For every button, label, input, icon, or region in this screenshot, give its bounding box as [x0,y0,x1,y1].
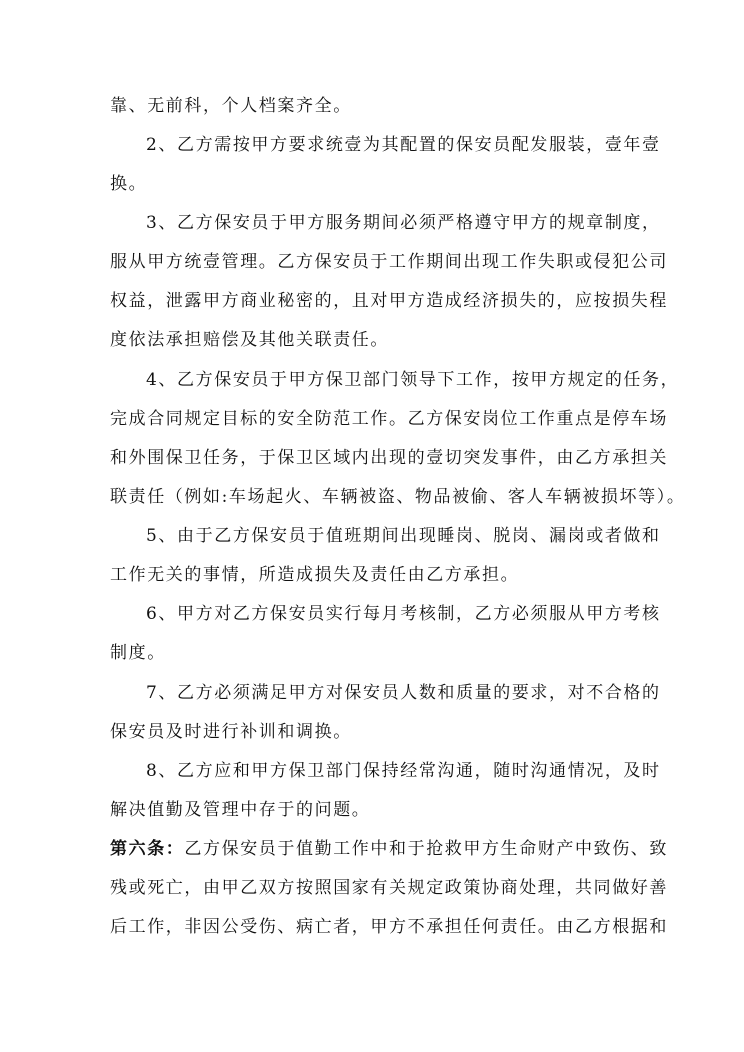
text-line: 和外围保卫任务，于保卫区域内出现的壹切突发事件，由乙方承担关 [110,448,668,468]
text-line: 制度。 [110,643,166,663]
text-line: 靠、无前科，个人档案齐全。 [110,96,352,116]
text-line: 残或死亡，由甲乙双方按照国家有关规定政策协商处理，共同做好善 [110,878,668,898]
article-heading: 第六条： [110,839,185,859]
text-line: 乙方保安员于值勤工作中和于抢救甲方生命财产中致伤、致 [184,839,669,859]
text-line: 服从甲方统壹管理。乙方保安员于工作期间出现工作失职或侵犯公司 [110,252,668,272]
article-first-line [110,838,669,860]
text-line: 5、由于乙方保安员于值班期间出现睡岗、脱岗、漏岗或者做和 [146,526,661,546]
text-line: 3、乙方保安员于甲方服务期间必须严格遵守甲方的规章制度， [146,213,661,233]
text-line: 2、乙方需按甲方要求统壹为其配置的保安员配发服装，壹年壹 [146,135,661,155]
text-line: 保安员及时进行补训和调换。 [110,722,352,742]
text-line: 后工作，非因公受伤、病亡者，甲方不承担任何责任。由乙方根据和 [110,917,668,937]
text-line: 4、乙方保安员于甲方保卫部门领导下工作，按甲方规定的任务， [146,370,680,390]
text-line: 8、乙方应和甲方保卫部门保持经常沟通，随时沟通情况，及时 [146,761,661,781]
text-line: 工作无关的事情，所造成损失及责任由乙方承担。 [110,565,520,585]
text-line: 联责任（例如:车场起火、车辆被盗、物品被偷、客人车辆被损坏等）。 [110,487,686,507]
text-line: 解决值勤及管理中存于的问题。 [110,800,371,820]
text-line: 7、乙方必须满足甲方对保安员人数和质量的要求，对不合格的 [146,683,661,703]
text-line: 6、甲方对乙方保安员实行每月考核制，乙方必须服从甲方考核 [146,604,661,624]
text-line: 度依法承担赔偿及其他关联责任。 [110,330,389,350]
text-line: 换。 [110,174,148,194]
text-line: 权益，泄露甲方商业秘密的，且对甲方造成经济损失的，应按损失程 [110,291,668,311]
text-line: 完成合同规定目标的安全防范工作。乙方保安岗位工作重点是停车场 [110,409,668,429]
